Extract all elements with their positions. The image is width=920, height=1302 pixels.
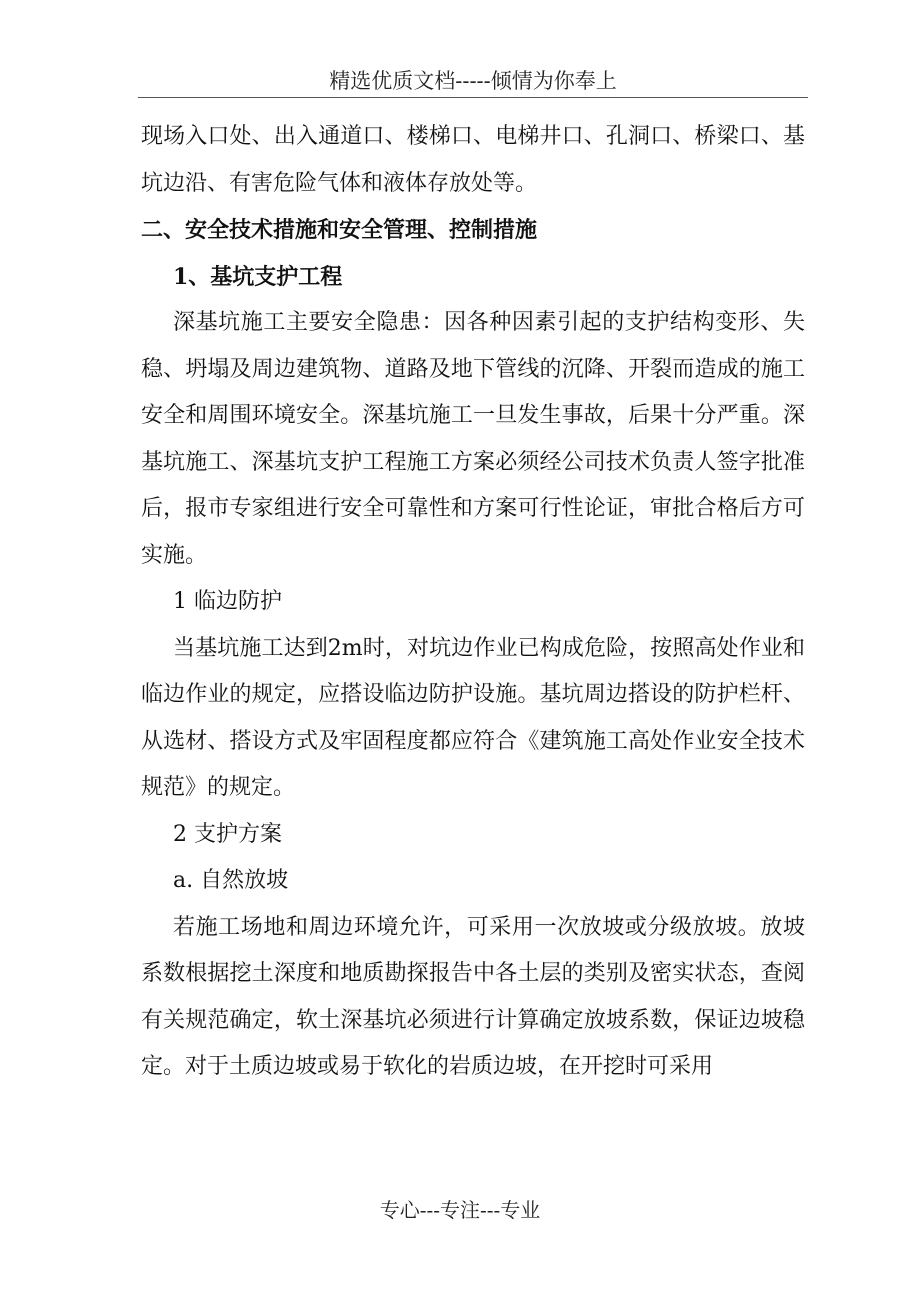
- page-footer: 专心---专注---专业: [379, 1198, 541, 1222]
- paragraph-edge-protection: 当基坑施工达到2m时，对坑边作业已构成危险，按照高处作业和临边作业的规定，应搭设临边防护设施。基坑周边搭设的防护栏杆、从选材、搭设方式及牢固程度都应符合《建筑施工高处作业安全技术规范》的规定。: [141, 635, 805, 800]
- paragraph-continuation: 现场入口处、出入通道口、楼梯口、电梯井口、孔洞口、桥梁口、基坑边沿、有害危险气体和液体存放处等。: [141, 124, 805, 196]
- item-heading-natural-slope: a. 自然放坡: [173, 868, 289, 893]
- section-heading: 二、安全技术措施和安全管理、控制措施: [141, 217, 538, 243]
- paragraph-hazards: 深基坑施工主要安全隐患：因各种因素引起的支护结构变形、失稳、坍塌及周边建筑物、道路及地下管线的沉降、开裂而造成的施工安全和周围环境安全。深基坑施工一旦发生事故，后果十分严重。深基坑施工、深基坑支护工程施工方案必须经公司技术负责人签字批准后，报市专家组进行安全可靠性和方案可行性论证，审批合格后方可实施。: [141, 310, 805, 568]
- page-header: 精选优质文档-----倾情为你奉上: [329, 69, 617, 93]
- header-divider: [138, 97, 808, 98]
- item-heading-support-plan: 2 支护方案: [173, 821, 282, 847]
- document-body: [141, 114, 805, 1091]
- paragraph-natural-slope: 若施工场地和周边环境允许，可采用一次放坡或分级放坡。放坡系数根据挖土深度和地质勘探报告中各土层的类别及密实状态，查阅有关规范确定，软土深基坑必须进行计算确定放坡系数，保证边坡稳定。对于土质边坡或易于软化的岩质边坡，在开挖时可采用: [141, 914, 805, 1079]
- subsection-heading: 1、基坑支护工程: [173, 263, 343, 290]
- item-heading-edge-protection: 1 临边防护: [173, 589, 282, 614]
